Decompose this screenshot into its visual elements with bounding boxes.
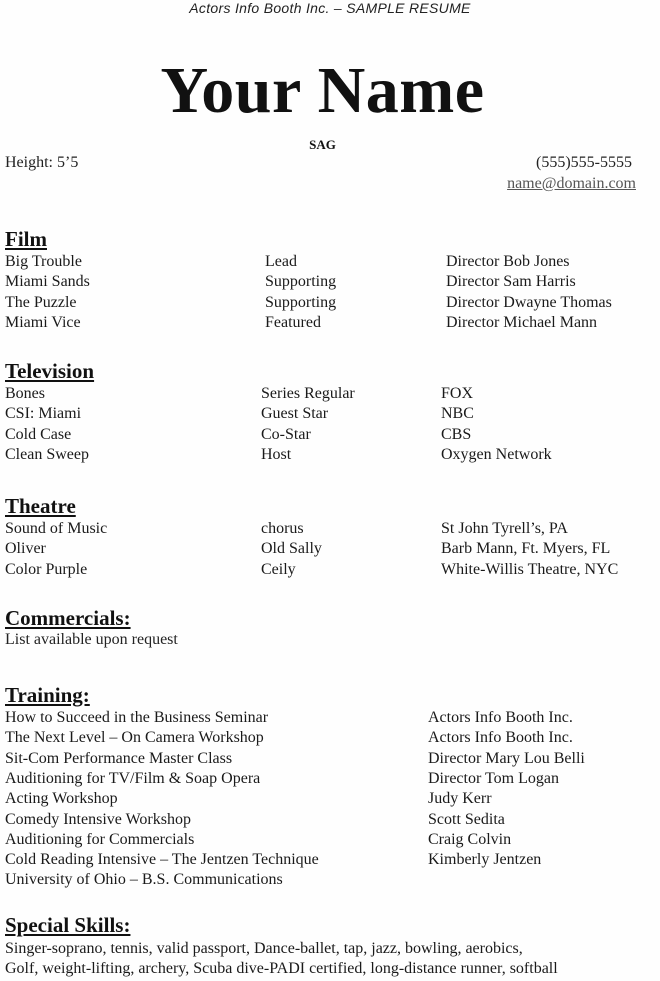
film-cell: Supporting xyxy=(265,273,337,291)
document-header: Actors Info Booth Inc. – SAMPLE RESUME xyxy=(189,0,471,16)
film-cell: Miami Sands xyxy=(5,273,90,291)
section-title-training: Training: xyxy=(5,683,90,707)
union-affiliation: SAG xyxy=(309,137,336,152)
television-row xyxy=(0,445,660,465)
training-cell: University of Ohio – B.S. Communications xyxy=(5,871,283,889)
training-cell: Actors Info Booth Inc. xyxy=(428,729,573,747)
training-cell: Director Mary Lou Belli xyxy=(428,749,585,767)
training-cell: Auditioning for TV/Film & Soap Opera xyxy=(5,769,261,787)
television-cell: Clean Sweep xyxy=(5,445,89,463)
section-title-special-skills: Special Skills: xyxy=(5,913,131,937)
training-row xyxy=(0,870,660,890)
television-cell: FOX xyxy=(441,385,474,402)
training-cell: Sit-Com Performance Master Class xyxy=(5,749,233,767)
film-cell: The Puzzle xyxy=(5,293,77,311)
section-title-commercials: Commercials: xyxy=(5,606,131,630)
theatre-cell: Ceily xyxy=(261,560,296,578)
television-cell: CSI: Miami xyxy=(5,405,82,423)
theatre-cell: Barb Mann, Ft. Myers, FL xyxy=(441,540,611,558)
training-row xyxy=(0,850,660,870)
commercials-text: List available upon request xyxy=(5,631,178,648)
film-cell: Director Bob Jones xyxy=(446,253,570,270)
television-row xyxy=(0,425,660,445)
theatre-row xyxy=(0,539,660,559)
training-cell: The Next Level – On Camera Workshop xyxy=(5,729,264,747)
training-row xyxy=(0,830,660,850)
television-cell: Oxygen Network xyxy=(441,445,552,463)
skills-line-2: Golf, weight-lifting, archery, Scuba dive-PADI certified, long-distance runner, softball xyxy=(5,960,558,977)
theatre-cell: St John Tyrell’s, PA xyxy=(441,520,568,537)
training-row xyxy=(0,789,660,809)
height-info: Height: 5’5 xyxy=(5,154,79,171)
film-row xyxy=(0,313,660,333)
training-cell: Director Tom Logan xyxy=(428,769,559,787)
film-row xyxy=(0,293,660,313)
theatre-cell: Color Purple xyxy=(5,560,88,578)
training-cell: Actors Info Booth Inc. xyxy=(428,709,573,726)
film-cell: Lead xyxy=(265,253,297,270)
section-title-film: Film xyxy=(5,227,47,251)
section-title-television: Television xyxy=(5,359,95,383)
television-cell: Series Regular xyxy=(261,385,355,402)
theatre-cell: Oliver xyxy=(5,540,46,558)
training-cell: Acting Workshop xyxy=(5,790,118,808)
television-cell: Host xyxy=(261,445,292,463)
training-row xyxy=(0,708,660,728)
training-cell: Scott Sedita xyxy=(428,810,505,828)
training-cell: Kimberly Jentzen xyxy=(428,851,542,869)
film-cell: Director Sam Harris xyxy=(446,273,576,291)
section-title-theatre: Theatre xyxy=(5,494,76,518)
television-cell: Co-Star xyxy=(261,425,311,443)
film-cell: Director Michael Mann xyxy=(446,313,598,331)
email-link[interactable]: name@domain.com xyxy=(507,175,636,192)
film-row xyxy=(0,252,660,272)
television-row xyxy=(0,404,660,424)
theatre-cell: Old Sally xyxy=(261,540,322,558)
training-cell: Judy Kerr xyxy=(428,790,492,808)
theatre-row xyxy=(0,519,660,539)
film-cell: Big Trouble xyxy=(5,253,82,270)
training-row xyxy=(0,810,660,830)
film-cell: Supporting xyxy=(265,293,337,311)
theatre-cell: chorus xyxy=(261,520,304,537)
television-cell: Bones xyxy=(5,385,45,402)
film-cell: Featured xyxy=(265,313,321,331)
film-cell: Miami Vice xyxy=(5,313,81,331)
theatre-cell: Sound of Music xyxy=(5,520,108,537)
television-cell: Cold Case xyxy=(5,425,72,443)
actor-name: Your Name xyxy=(160,54,485,127)
television-cell: Guest Star xyxy=(261,405,329,423)
film-row xyxy=(0,272,660,292)
training-cell: How to Succeed in the Business Seminar xyxy=(5,709,269,726)
theatre-row xyxy=(0,560,660,580)
training-cell: Comedy Intensive Workshop xyxy=(5,810,191,828)
training-row xyxy=(0,728,660,748)
television-cell: NBC xyxy=(441,405,474,423)
television-row xyxy=(0,384,660,404)
theatre-cell: White-Willis Theatre, NYC xyxy=(441,560,619,578)
training-row xyxy=(0,749,660,769)
training-cell: Cold Reading Intensive – The Jentzen Technique xyxy=(5,851,319,869)
training-row xyxy=(0,769,660,789)
training-cell: Craig Colvin xyxy=(428,830,512,848)
television-cell: CBS xyxy=(441,425,472,443)
skills-line-1: Singer-soprano, tennis, valid passport, Dance-ballet, tap, jazz, bowling, aerobics, xyxy=(5,940,523,957)
film-cell: Director Dwayne Thomas xyxy=(446,293,612,311)
phone-number: (555)555-5555 xyxy=(536,154,632,171)
training-cell: Auditioning for Commercials xyxy=(5,830,195,848)
